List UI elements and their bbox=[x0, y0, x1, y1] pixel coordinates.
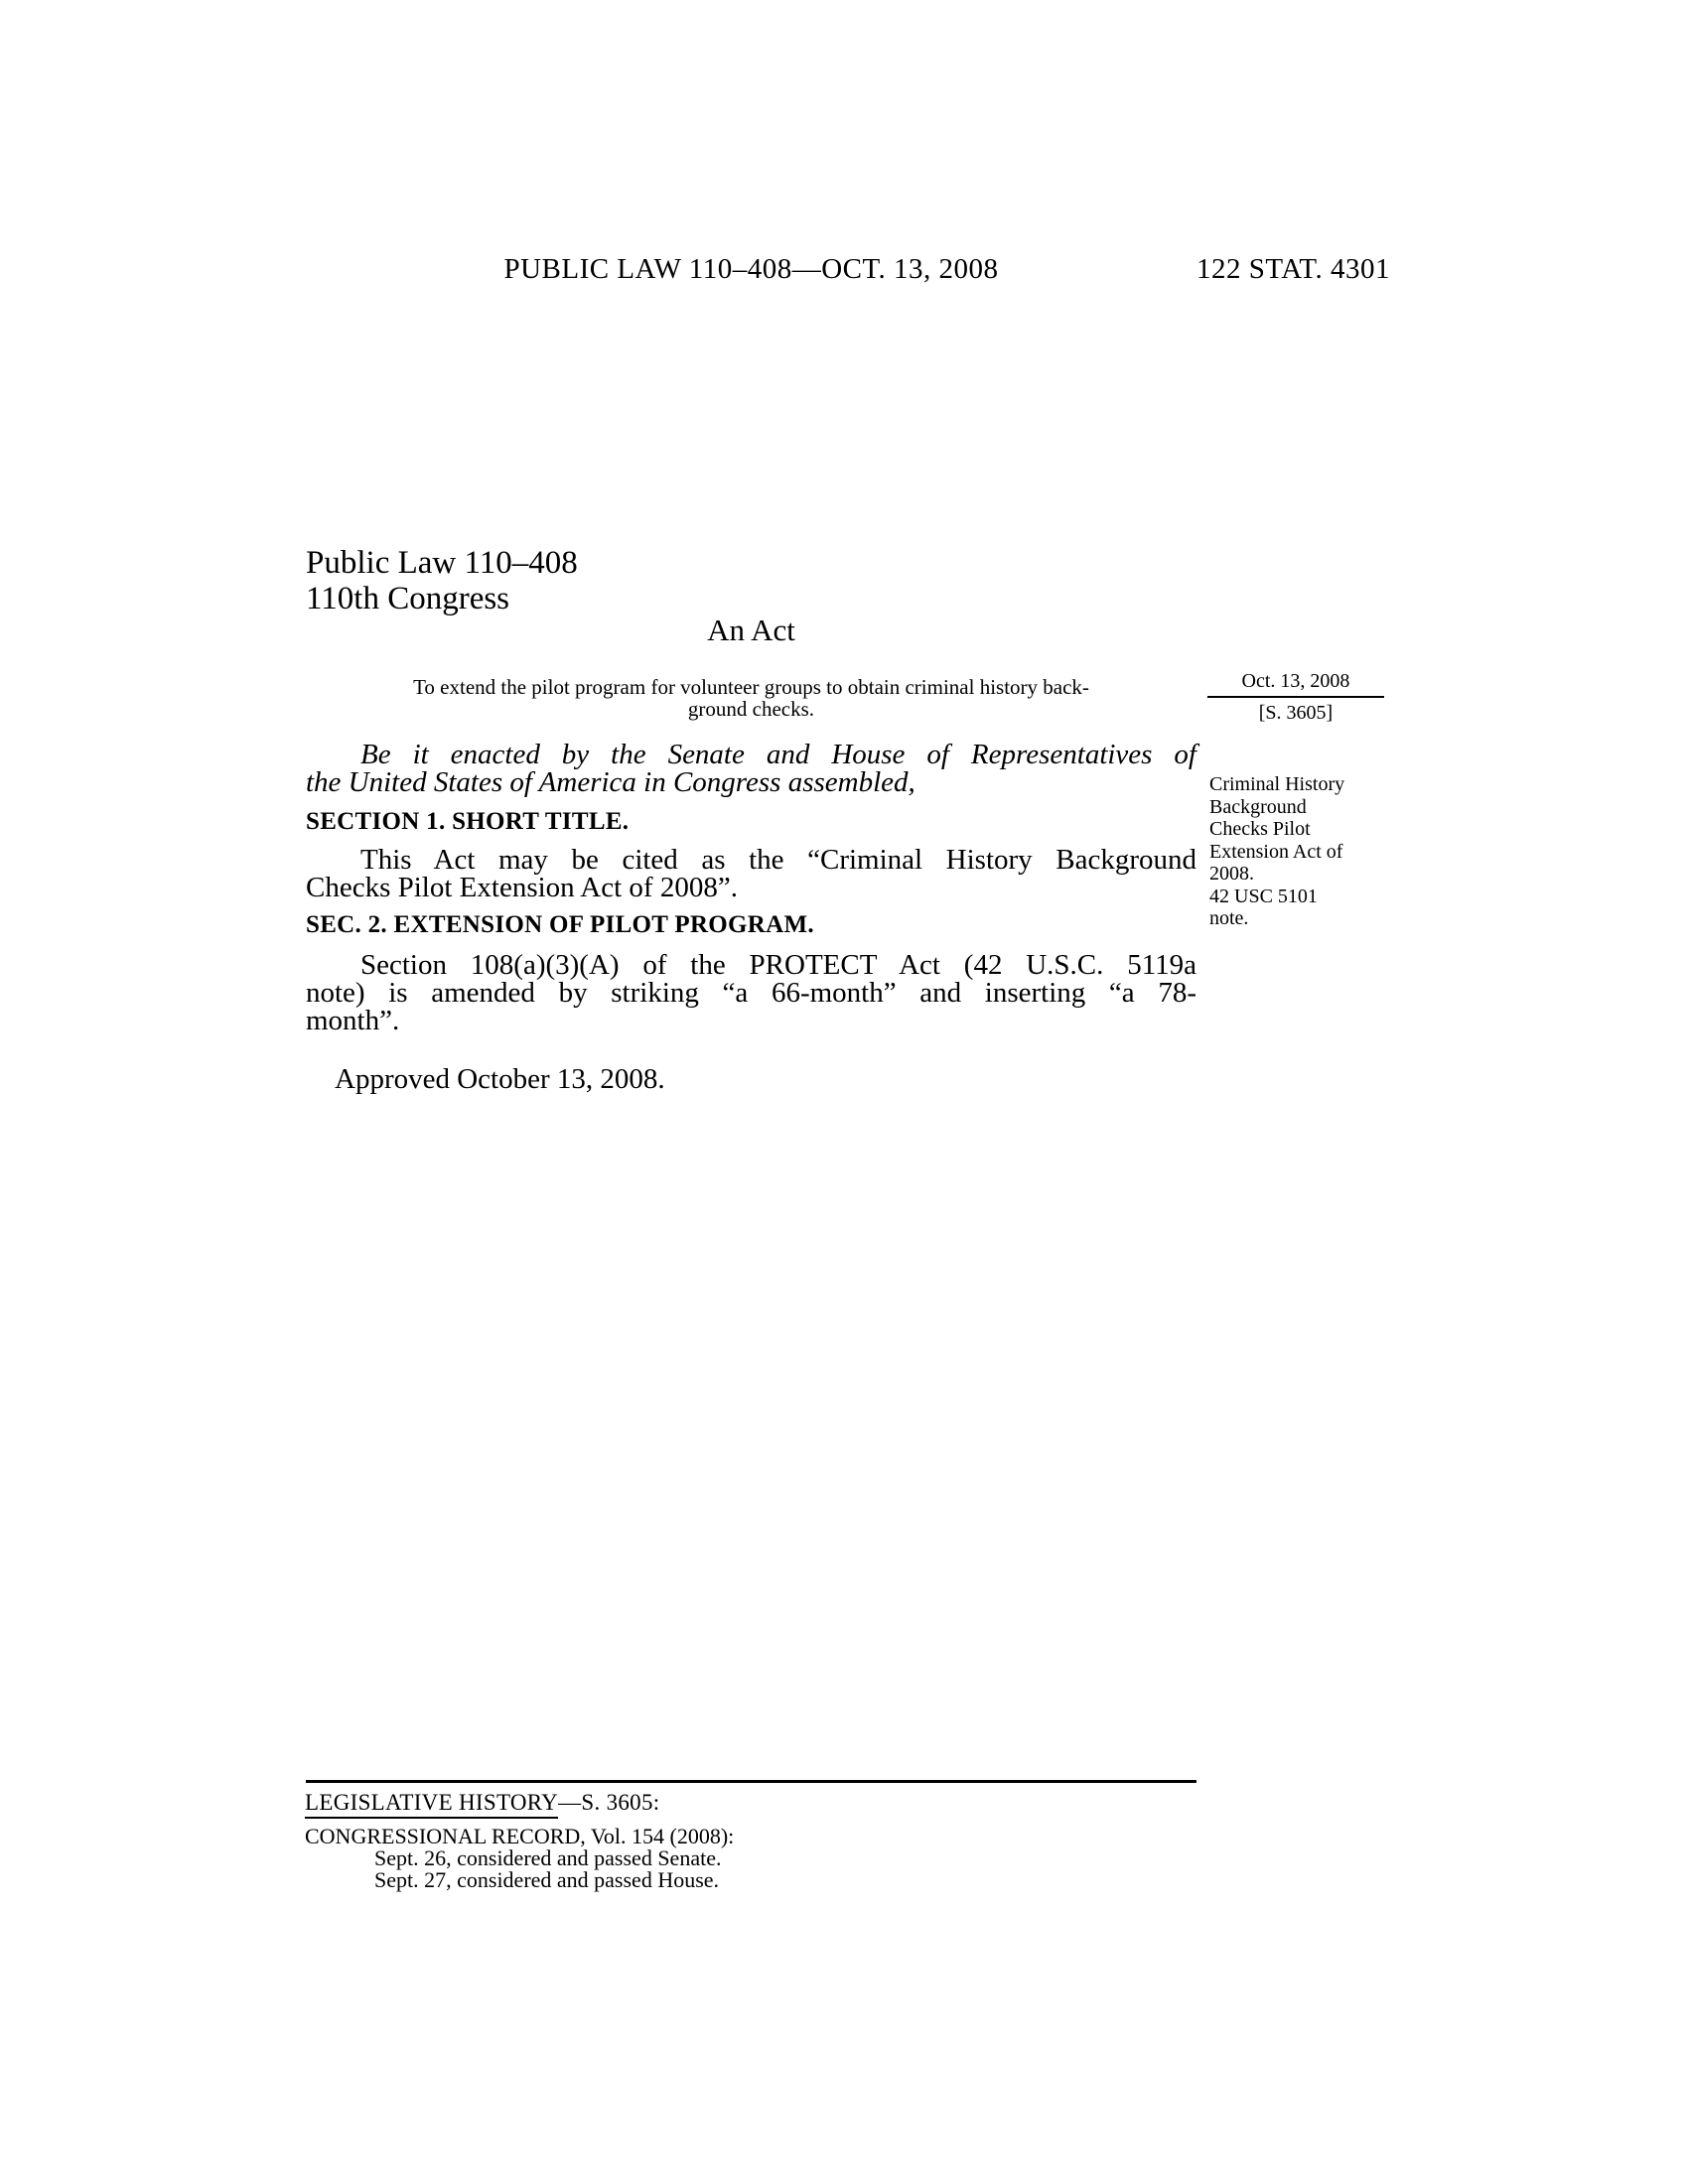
section-2-text bbox=[306, 951, 1196, 1034]
section-1-text bbox=[306, 846, 1196, 901]
history-entry: Sept. 27, considered and passed House. bbox=[374, 1867, 720, 1892]
purpose-clause bbox=[306, 676, 1196, 720]
margin-note-line: Checks Pilot bbox=[1209, 818, 1311, 840]
footer-rule bbox=[306, 1780, 1196, 1783]
section-2-line: month”. bbox=[306, 1005, 400, 1036]
section-2-line: note) is amended by striking “a 66-month” and inserting “a 78- bbox=[306, 977, 1196, 1009]
act-heading: An Act bbox=[707, 613, 795, 647]
purpose-line: ground checks. bbox=[687, 697, 815, 721]
section-1-heading: SECTION 1. SHORT TITLE. bbox=[306, 808, 630, 835]
running-header: PUBLIC LAW 110–408—OCT. 13, 2008 bbox=[503, 253, 999, 285]
enacting-clause bbox=[306, 741, 1196, 796]
legislative-history-label: LEGISLATIVE HISTORY bbox=[305, 1790, 558, 1819]
legislative-history-bill: —S. 3605: bbox=[558, 1790, 660, 1815]
bill-number: [S. 3605] bbox=[1258, 702, 1334, 724]
history-entry: Sept. 26, considered and passed Senate. bbox=[374, 1845, 722, 1870]
section-2-heading: SEC. 2. EXTENSION OF PILOT PROGRAM. bbox=[306, 911, 814, 938]
section-1-line: Checks Pilot Extension Act of 2008”. bbox=[306, 872, 738, 903]
section-1-line: This Act may be cited as the “Criminal History Background bbox=[360, 844, 1196, 876]
approval-line: Approved October 13, 2008. bbox=[335, 1063, 665, 1095]
margin-note-line: Extension Act of bbox=[1209, 840, 1343, 863]
congressional-record-line: CONGRESSIONAL RECORD, Vol. 154 (2008): bbox=[305, 1824, 735, 1848]
margin-date-block bbox=[1207, 671, 1384, 723]
margin-note-line: 2008. bbox=[1209, 863, 1254, 885]
purpose-line: To extend the pilot program for volunteer groups to obtain criminal history back- bbox=[413, 675, 1089, 699]
margin-note-line: 42 USC 5101 bbox=[1209, 885, 1318, 907]
margin-note-short-title bbox=[1209, 773, 1394, 930]
margin-note-line: Background bbox=[1209, 795, 1307, 818]
margin-note-line: Criminal History bbox=[1209, 773, 1345, 795]
law-number: Public Law 110–408 bbox=[306, 545, 578, 581]
legislative-history-heading bbox=[305, 1791, 659, 1815]
margin-note-line: note. bbox=[1209, 907, 1249, 929]
enactment-date: Oct. 13, 2008 bbox=[1207, 671, 1384, 698]
section-2-line: Section 108(a)(3)(A) of the PROTECT Act (42 U.S.C. 5119a bbox=[360, 949, 1196, 981]
enacting-line: Be it enacted by the Senate and House of Representatives of bbox=[360, 739, 1196, 770]
law-title-block bbox=[306, 545, 578, 616]
congress-number: 110th Congress bbox=[306, 581, 510, 616]
enacting-line: the United States of America in Congress assembled, bbox=[306, 766, 915, 798]
statute-page-number: 122 STAT. 4301 bbox=[1196, 253, 1390, 285]
